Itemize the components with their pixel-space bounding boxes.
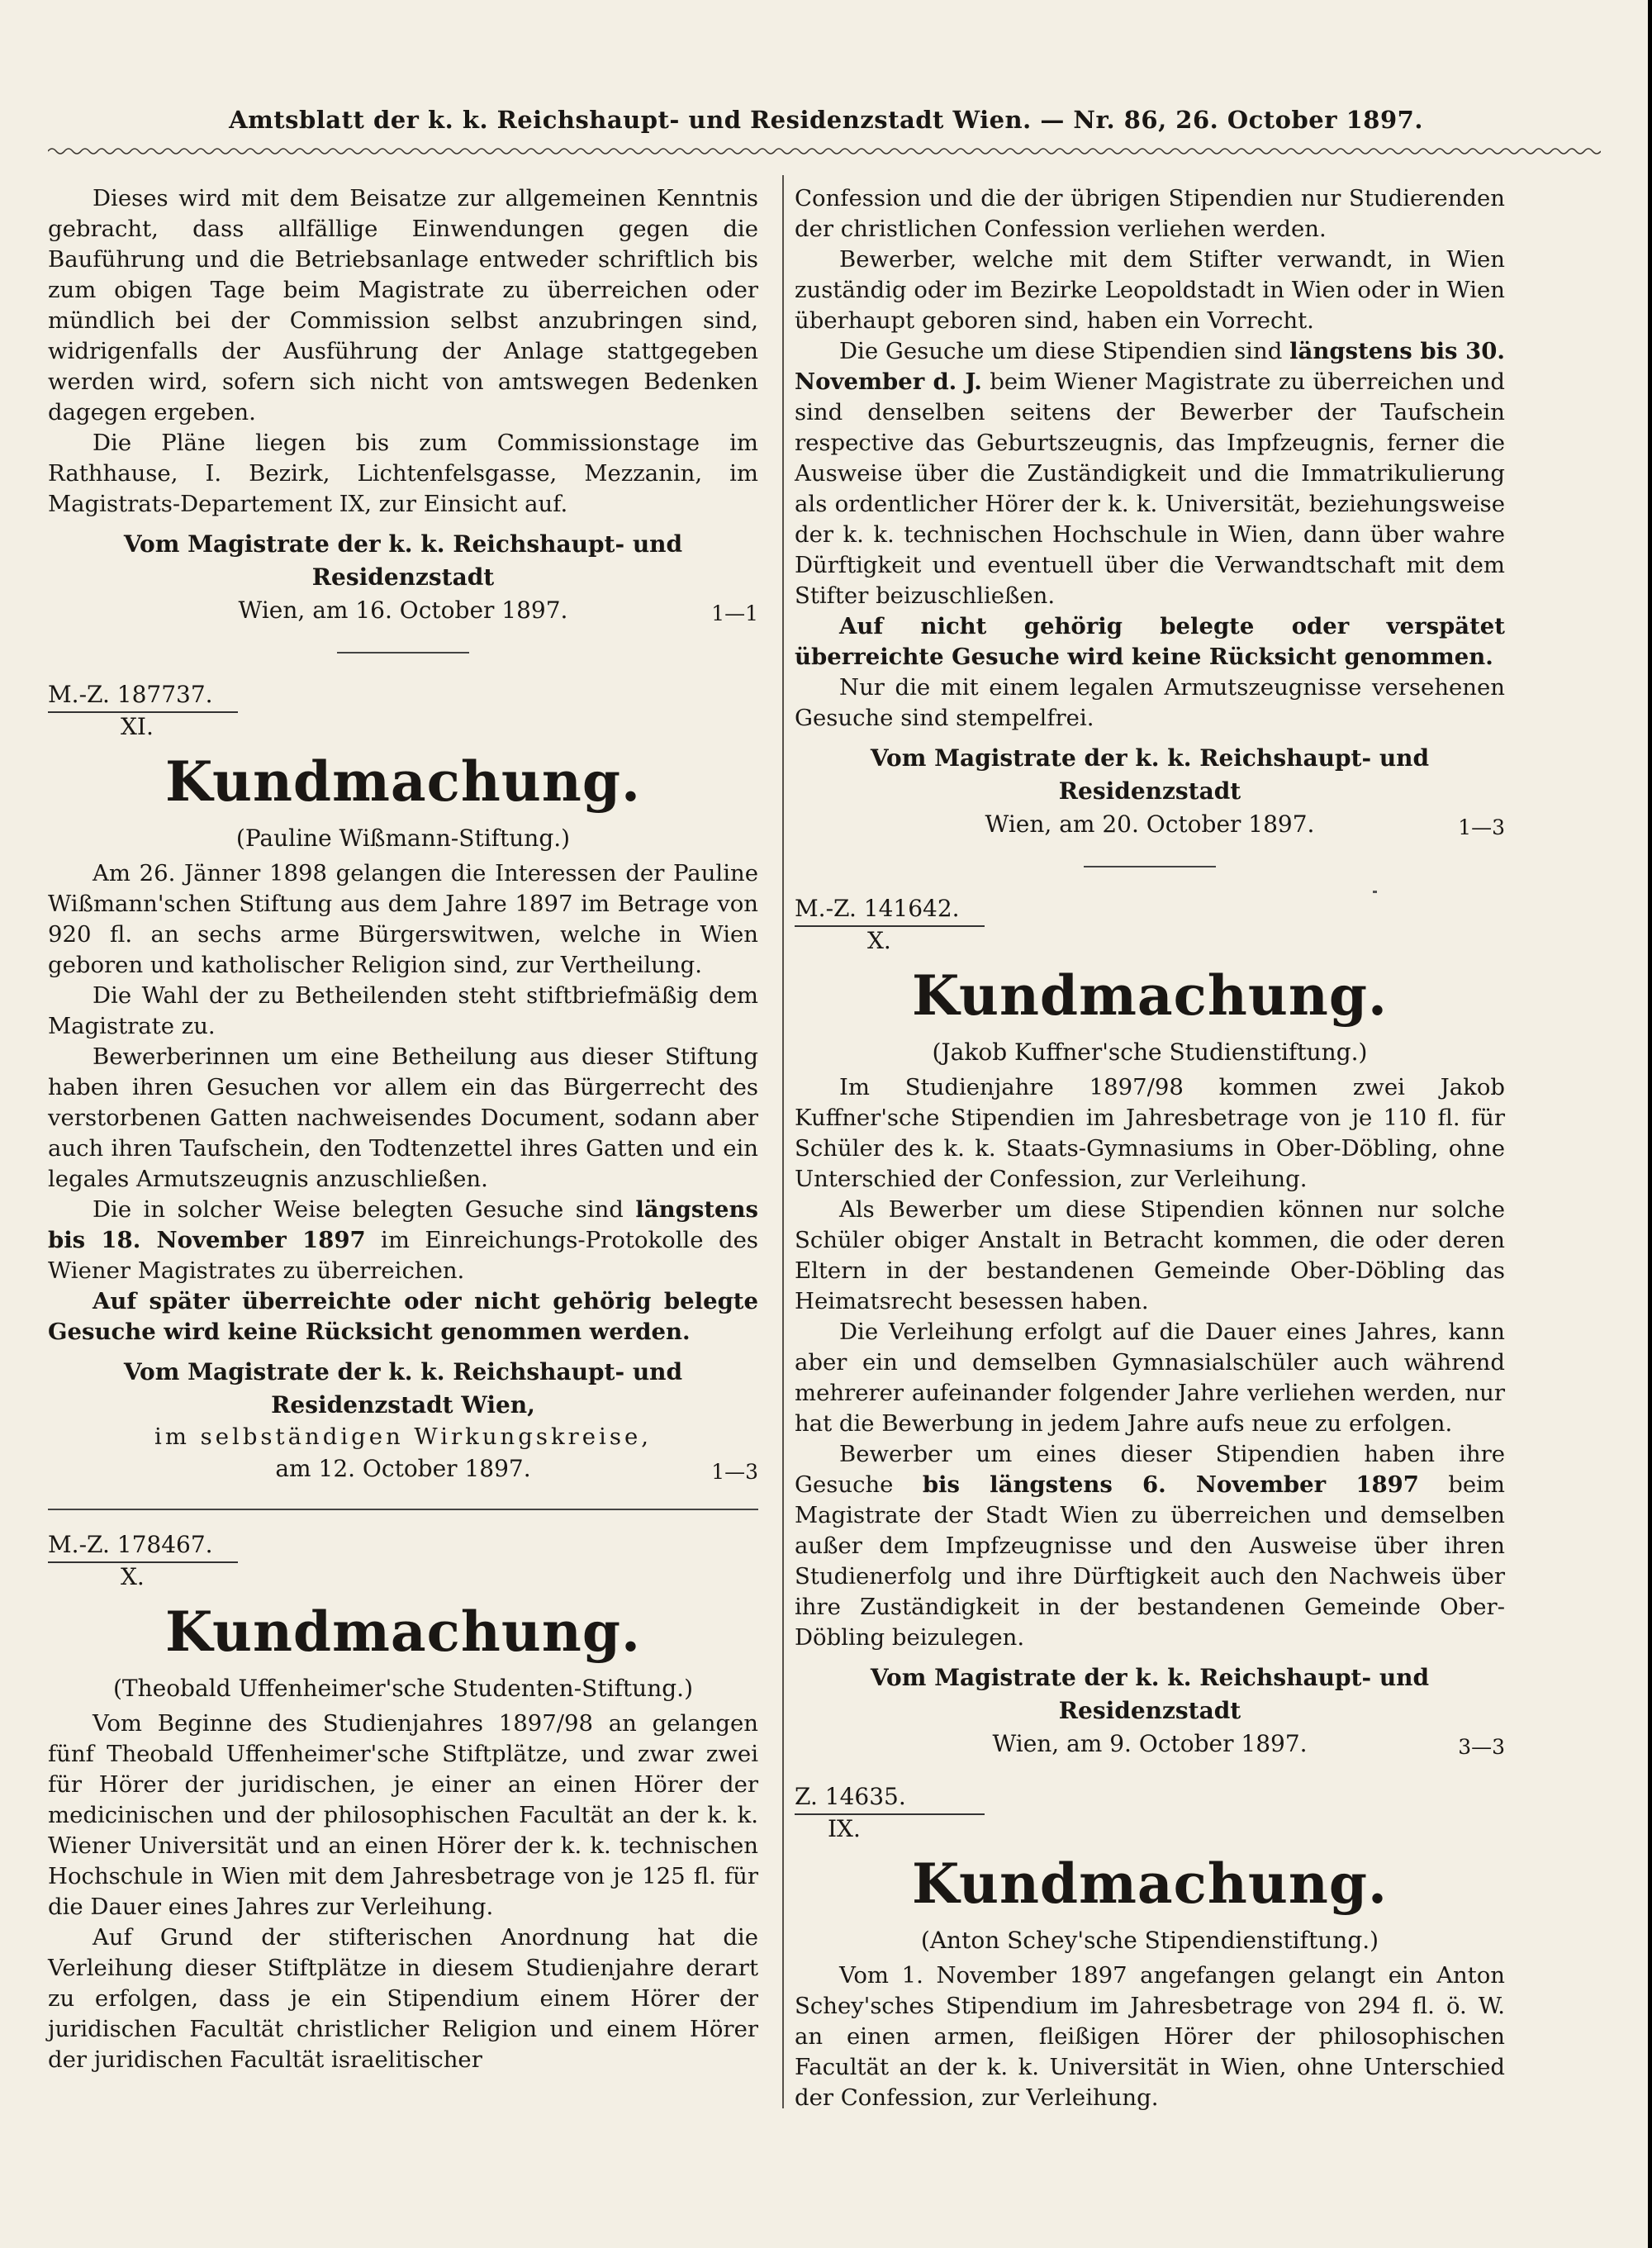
section-separator bbox=[48, 1509, 758, 1510]
continued-paragraph: Die Pläne liegen bis zum Commissionstage im Rathhause, I. Bezirk, Lichtenfelsgasse, Mezzanin, im Magistrats-Departement IX, zur Einsicht auf. bbox=[48, 430, 758, 517]
insertion-number: 1—3 bbox=[1458, 815, 1505, 839]
deadline-text: längstens bis 18. November 1897 bbox=[48, 1196, 758, 1253]
notice-paragraph: Vom 1. November 1897 angefangen gelangt ein Anton Schey'sches Stipendium im Jahresbetrage von 294 fl. ö. W. an einen armen, fleißigen Hörer der philosophischen Facultät an der k. k. Universität in Wien, ohne Unterschied der Confession, zur Verleihung. bbox=[795, 1962, 1505, 2111]
reference-number: M.-Z. 178467. bbox=[48, 1531, 213, 1558]
notice-paragraph: Die Wahl der zu Betheilenden steht stiftbriefmäßig dem Magistrate zu. bbox=[48, 982, 758, 1039]
header-wavy-rule bbox=[48, 145, 1601, 157]
notice-pauline-wissmann bbox=[48, 680, 758, 1485]
date-line bbox=[795, 808, 1505, 841]
notice-subtitle: (Theobald Uffenheimer'sche Studenten-Stiftung.) bbox=[113, 1675, 693, 1702]
section-separator bbox=[337, 652, 469, 653]
reference-number: Z. 14635. bbox=[795, 1783, 906, 1810]
date-text: Wien, am 20. October 1897. bbox=[985, 810, 1315, 838]
date-line bbox=[48, 594, 758, 627]
continued-paragraph: Dieses wird mit dem Beisatze zur allgemeinen Kenntnis gebracht, dass allfällige Einwendungen gegen die Bauführung und die Betriebsanlage entweder schriftlich bis zum obigen Tage beim Magistrate zu überreichen oder mündlich bei der Commission selbst anzubringen sind, widrigenfalls der Ausführung der Anlage stattgegeben werden wird, sofern sich nicht von amtswegen Bedenken dagegen ergeben. bbox=[48, 185, 758, 425]
notice-uffenheimer bbox=[48, 1530, 758, 2075]
notice-subtitle: (Anton Schey'sche Stipendienstiftung.) bbox=[920, 1927, 1379, 1954]
notice-paragraph: Die in solcher Weise belegten Gesuche sind längstens bis 18. November 1897 im Einreichungs-Protokolle des Wiener Magistrates zu überreichen. bbox=[48, 1196, 759, 1284]
insertion-number: 1—1 bbox=[711, 601, 758, 625]
section-separator bbox=[1084, 866, 1216, 867]
department-number: IX. bbox=[828, 1815, 861, 1842]
notice-warning: Auf nicht gehörig belegte oder verspätet überreichte Gesuche wird keine Rücksicht genommen. bbox=[795, 613, 1505, 670]
signature-line: Vom Magistrate der k. k. Reichshaupt- und Residenzstadt bbox=[870, 744, 1430, 805]
notice-subtitle: (Pauline Wißmann-Stiftung.) bbox=[235, 825, 571, 852]
notice-title: Kundmachung. bbox=[912, 1851, 1388, 1916]
notice-paragraph: Als Bewerber um diese Stipendien können nur solche Schüler obiger Anstalt in Betracht kommen, die oder deren Eltern in der bestandenen Gemeinde Ober-Döbling das Heimatsrecht besessen haben. bbox=[795, 1196, 1505, 1314]
continued-paragraph: Confession und die der übrigen Stipendien nur Studierenden der christlichen Confession verliehen werden. bbox=[795, 185, 1505, 242]
insertion-number: 1—3 bbox=[711, 1460, 758, 1484]
notice-paragraph: Vom Beginne des Studienjahres 1897/98 an gelangen fünf Theobald Uffenheimer'sche Stiftplätze, und zwar zwei für Hörer der juridischen, je einer an einen Hörer der medicinischen und der philosophischen Facultät an der k. k. Wiener Universität und an einen Hörer der k. k. technischen Hochschule in Wien mit dem Jahresbetrage von je 125 fl. für die Dauer eines Jahres zur Verleihung. bbox=[48, 1710, 758, 1920]
reference-number: M.-Z. 187737. bbox=[48, 681, 213, 708]
department-number: X. bbox=[867, 927, 891, 954]
notice-title: Kundmachung. bbox=[165, 749, 641, 814]
left-column bbox=[48, 183, 758, 2075]
notice-paragraph: Am 26. Jänner 1898 gelangen die Interessen der Pauline Wißmann'schen Stiftung aus dem Jahre 1897 im Betrage von 920 fl. an sechs arme Bürgerswitwen, welche in Wien geboren und katholischer Religion sind, zur Vertheilung. bbox=[48, 860, 758, 978]
notice-title: Kundmachung. bbox=[912, 963, 1388, 1028]
notice-anton-schey bbox=[795, 1782, 1505, 2113]
notice-paragraph: Bewerber um eines dieser Stipendien haben ihre Gesuche bis längstens 6. November 1897 beim Magistrate der Stadt Wien zu überreichen und demselben außer dem Impfzeugnisse und den Ausweise über ihren Studienerfolg und ihre Dürftigkeit auch den Nachweis über ihre Zuständigkeit in der bestandenen Gemeinde Ober-Döbling beizulegen. bbox=[795, 1441, 1505, 1651]
insertion-number: 3—3 bbox=[1458, 1735, 1505, 1759]
date-text: am 12. October 1897. bbox=[275, 1455, 531, 1482]
date-line bbox=[795, 1728, 1505, 1761]
date-line bbox=[48, 1452, 758, 1485]
notice-jakob-kuffner bbox=[795, 894, 1505, 1761]
signature-line: Vom Magistrate der k. k. Reichshaupt- und Residenzstadt bbox=[870, 1664, 1430, 1724]
notice-subtitle: (Jakob Kuffner'sche Studienstiftung.) bbox=[932, 1038, 1368, 1066]
notice-title: Kundmachung. bbox=[165, 1599, 641, 1664]
signature-line: Vom Magistrate der k. k. Reichshaupt- und Residenzstadt bbox=[123, 530, 683, 591]
continued-paragraph: Die Gesuche um diese Stipendien sind längstens bis 30. November d. J. beim Wiener Magistrate zu überreichen und sind denselben seitens der Bewerber der Taufschein respective das Geburtszeugnis, das Impfzeugnis, ferner die Ausweise über die Zuständigkeit und die Immatrikulierung als ordentlicher Hörer der k. k. Universität, beziehungsweise der k. k. technischen Hochschule in Wien, dann über wahre Dürftigkeit und eventuell über die Verwandtschaft mit dem Stifter beizuschließen. bbox=[795, 338, 1506, 609]
deadline-text: längstens bis 30. November d. J. bbox=[795, 338, 1506, 395]
notice-paragraph: Bewerberinnen um eine Betheilung aus dieser Stiftung haben ihren Gesuchen vor allem ein das Bürgerrecht des verstorbenen Gatten nachweisendes Document, sodann aber auch ihren Taufschein, den Todtenzettel ihres Gatten und ein legales Armutszeugnis anzuschließen. bbox=[48, 1043, 758, 1192]
department-number: XI. bbox=[121, 713, 154, 740]
reference-number: M.-Z. 141642. bbox=[795, 895, 960, 922]
continued-paragraph: Nur die mit einem legalen Armutszeugnisse versehenen Gesuche sind stempelfrei. bbox=[795, 674, 1505, 731]
date-text: Wien, am 9. October 1897. bbox=[992, 1730, 1308, 1757]
deadline-text: bis längstens 6. November 1897 bbox=[922, 1471, 1419, 1498]
signature-line: Vom Magistrate der k. k. Reichshaupt- und Residenzstadt Wien, bbox=[123, 1358, 683, 1419]
page-header: Amtsblatt der k. k. Reichshaupt- und Residenzstadt Wien. — Nr. 86, 26. October 1897. bbox=[229, 106, 1423, 134]
signature-line-2: im selbständigen Wirkungskreise, bbox=[154, 1423, 652, 1450]
notice-paragraph: Die Verleihung erfolgt auf die Dauer eines Jahres, kann aber ein und demselben Gymnasialschüler auch während mehrerer aufeinander folgender Jahre verliehen werden, nur hat die Bewerbung in jedem Jahre aufs neue zu erfolgen. bbox=[795, 1319, 1505, 1437]
continued-paragraph: Bewerber, welche mit dem Stifter verwandt, in Wien zuständig oder im Bezirke Leopoldstadt in Wien oder in Wien überhaupt geboren sind, haben ein Vorrecht. bbox=[795, 246, 1505, 334]
right-column bbox=[795, 183, 1505, 2113]
column-divider bbox=[782, 175, 784, 2108]
notice-warning: Auf später überreichte oder nicht gehörig belegte Gesuche wird keine Rücksicht genommen werden. bbox=[48, 1288, 758, 1345]
notice-paragraph: Auf Grund der stifterischen Anordnung hat die Verleihung dieser Stiftplätze in diesem Studienjahre derart zu erfolgen, dass je ein Stipendium einem Hörer der juridischen Facultät christlicher Religion und einem Hörer der juridischen Facultät israelitischer bbox=[48, 1924, 758, 2073]
notice-paragraph: Im Studienjahre 1897/98 kommen zwei Jakob Kuffner'sche Stipendien im Jahresbetrage von je 110 fl. für Schüler des k. k. Staats-Gymnasiums in Ober-Döbling, ohne Unterschied der Confession, zur Verleihung. bbox=[795, 1074, 1505, 1192]
date-text: Wien, am 16. October 1897. bbox=[238, 596, 568, 624]
department-number: X. bbox=[121, 1563, 145, 1590]
